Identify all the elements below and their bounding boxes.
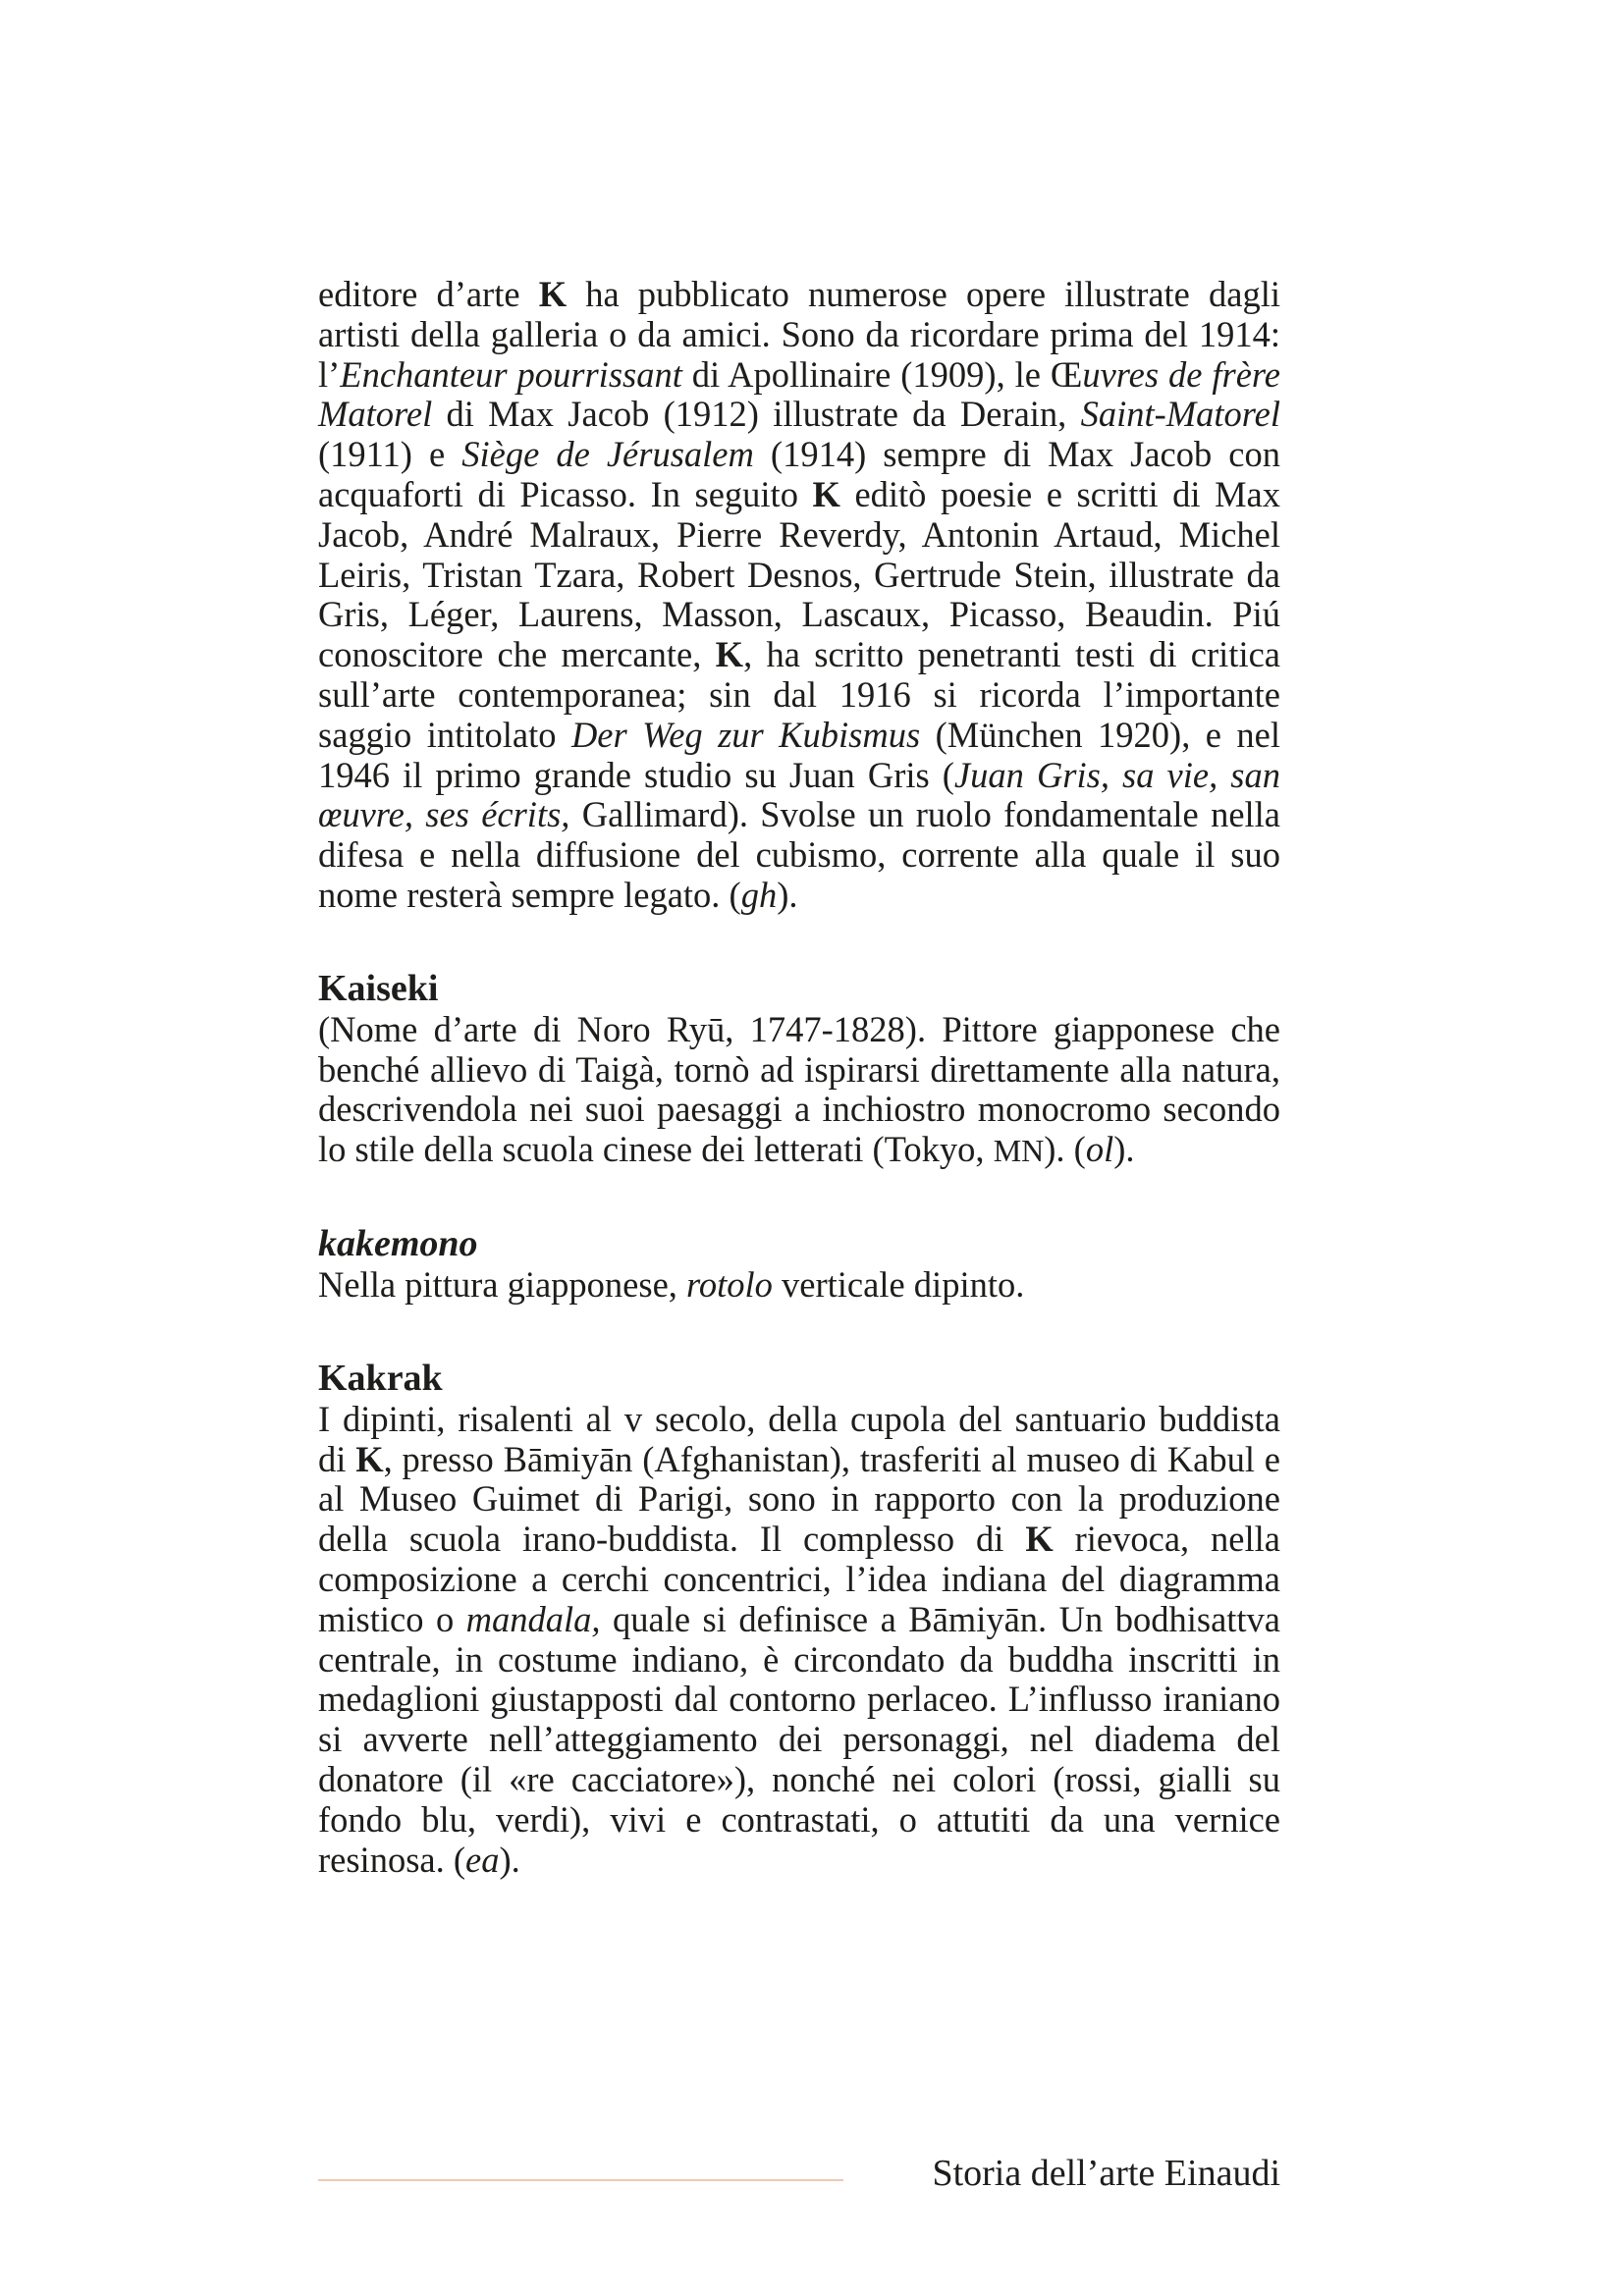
text-run: rievoca, nella composizione a cerchi concentrici, l’idea indiana del diagramma mistico o — [318, 1519, 1280, 1639]
text-run: ). — [499, 1839, 520, 1880]
book-title: Juan Gris, sa vie, san œuvre, ses écrits, — [318, 754, 1280, 835]
text-run: ). ( — [1044, 1129, 1086, 1170]
text-run: di Apollinaire (1909), le Œ — [681, 353, 1083, 395]
museum-abbrev: MN — [993, 1133, 1045, 1169]
author-signature: ol — [1085, 1129, 1114, 1170]
book-title: Enchanteur pourrissant — [340, 353, 682, 395]
entry-text-kakrak — [318, 1400, 1280, 1881]
entry-abbrev: K — [1025, 1519, 1054, 1560]
text-run: Gallimard). Svolse un ruolo fondamentale nella difesa e nella diffusione del cubismo, corrente alla quale il suo nome resterà sempre legato. ( — [318, 794, 1280, 915]
entry-abbrev: K — [355, 1438, 384, 1479]
text-run: editore d’arte — [318, 274, 539, 314]
term-italic: mandala, — [465, 1598, 601, 1639]
text-run: ). — [1113, 1129, 1135, 1170]
entry-text-kakemono — [318, 1265, 1280, 1306]
book-title: Siège de Jérusalem — [461, 434, 754, 475]
entry-kakemono — [318, 1222, 1280, 1306]
entry-title-kakemono: kakemono — [318, 1222, 478, 1264]
text-run: (1914) sempre di Max Jacob con acquaforti di Picasso. In seguito — [318, 434, 1280, 514]
footer-publisher: Storia dell’arte Einaudi — [932, 2153, 1280, 2194]
text-run: (Nome d’arte di Noro Ryū, 1747-1828). Pittore giapponese che benché allievo di Taigà, tornò ad ispirarsi direttamente alla natura, descrivendola nei suoi paesaggi a inchiostro monocromo secondo lo stile della scuola cinese dei letterati (Tokyo, — [318, 1008, 1280, 1170]
entry-text-kaiseki — [318, 1010, 1280, 1171]
cross-reference: rotolo — [686, 1263, 773, 1305]
entry-abbrev: K — [715, 634, 744, 675]
text-run: (1911) e — [318, 434, 462, 475]
text-run: I dipinti, risalenti al v secolo, della cupola del santuario buddista di — [318, 1398, 1280, 1479]
text-run: (München 1920), e nel 1946 il primo grande studio su Juan Gris ( — [318, 714, 1280, 795]
text-run: editò poesie e scritti di Max Jacob, André Malraux, Pierre Reverdy, Antonin Artaud, Michel Leiris, Tristan Tzara, Robert Desnos, Gertrude Stein, illustrate da Gris, Léger, Laurens, Masson, Lascaux, Picasso, Beaudin. Piú conoscitore che mercante, — [318, 473, 1280, 675]
text-run: verticale dipinto. — [772, 1263, 1025, 1305]
text-run: Nella pittura giapponese, — [318, 1263, 687, 1305]
entry-kaiseki — [318, 967, 1280, 1171]
author-signature: gh — [740, 874, 778, 915]
entry-kakrak — [318, 1357, 1280, 1881]
text-run: , presso Bāmiyān (Afghanistan), trasferiti al museo di Kabul e al Museo Guimet di Parigi, sono in rapporto con la produzione della scuola irano-buddista. Il complesso di — [318, 1438, 1280, 1560]
entry-abbrev: K — [812, 473, 840, 514]
footer-rule — [318, 2179, 843, 2181]
text-run: ha pubblicato numerose opere illustrate dagli artisti della galleria o da amici. Sono da ricordare prima del 1914: l’ — [318, 274, 1280, 395]
page-body — [318, 275, 1280, 1880]
intro-paragraph — [318, 275, 1280, 916]
book-title: uvres de frère Matorel — [318, 353, 1280, 435]
text-run: , ha scritto penetranti testi di critica sull’arte contemporanea; sin dal 1916 si ricorda l’importante saggio intitolato — [318, 634, 1280, 755]
author-signature: ea — [465, 1839, 500, 1880]
book-title: Der Weg zur Kubismus — [570, 714, 921, 755]
text-run: ). — [777, 874, 798, 915]
entry-title-kaiseki: Kaiseki — [318, 967, 439, 1009]
text-run: di Max Jacob (1912) illustrate da Derain, — [432, 394, 1081, 435]
entry-abbrev: K — [538, 274, 568, 314]
text-run: quale si definisce a Bāmiyān. Un bodhisattva centrale, in costume indiano, è circondato da buddha inscritti in medaglioni giustapposti dal contorno perlaceo. L’influsso iraniano si avverte nell’atteggiamento dei personaggi, nel diadema del donatore (il «re cacciatore»), nonché nei colori (rossi, gialli su fondo blu, verdi), vivi e contrastati, o attutiti da una vernice resinosa. ( — [318, 1598, 1280, 1880]
page-footer — [318, 2130, 1280, 2194]
book-title: Saint-Matorel — [1080, 394, 1280, 435]
entry-title-kakrak: Kakrak — [318, 1357, 443, 1399]
